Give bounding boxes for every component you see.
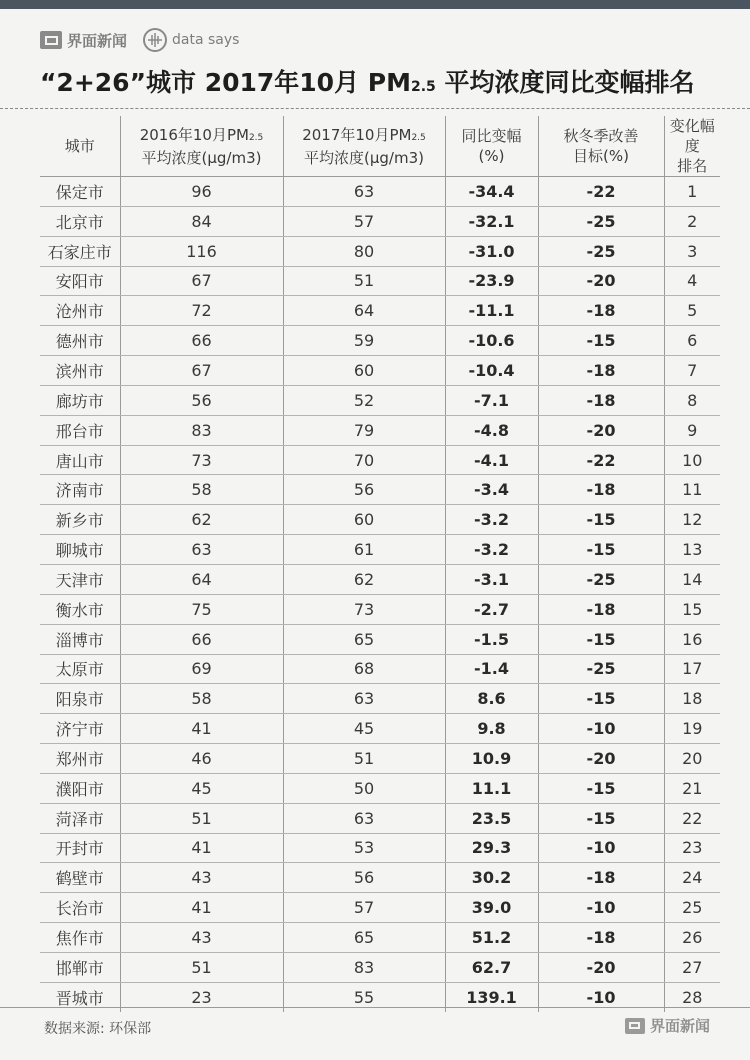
- cell-rank: 13: [664, 535, 720, 565]
- cell-pm2017: 60: [283, 356, 445, 386]
- cell-pm2017: 56: [283, 863, 445, 893]
- table-row: [40, 863, 720, 893]
- cell-pm2016: 72: [120, 296, 283, 326]
- footer-divider: [0, 1007, 750, 1008]
- cell-city: 聊城市: [40, 535, 120, 565]
- cell-pm2016: 64: [120, 564, 283, 594]
- cell-rank: 23: [664, 833, 720, 863]
- table-row: [40, 266, 720, 296]
- cell-rank: 9: [664, 415, 720, 445]
- header-pm2017: 2017年10月PM2.5 平均浓度(μg/m3): [283, 116, 445, 177]
- cell-change: -10.4: [445, 356, 538, 386]
- cell-city: 鹤壁市: [40, 863, 120, 893]
- cell-target: -20: [538, 266, 664, 296]
- cell-change: -3.2: [445, 505, 538, 535]
- cell-pm2016: 62: [120, 505, 283, 535]
- cell-pm2016: 23: [120, 982, 283, 1012]
- cell-pm2017: 57: [283, 893, 445, 923]
- cell-city: 濮阳市: [40, 773, 120, 803]
- cell-pm2016: 41: [120, 893, 283, 923]
- cell-target: -22: [538, 445, 664, 475]
- cell-pm2017: 55: [283, 982, 445, 1012]
- cell-target: -15: [538, 803, 664, 833]
- cell-city: 长治市: [40, 893, 120, 923]
- cell-target: -20: [538, 744, 664, 774]
- cell-pm2017: 79: [283, 415, 445, 445]
- cell-rank: 24: [664, 863, 720, 893]
- top-bar: [0, 0, 750, 9]
- cell-city: 济南市: [40, 475, 120, 505]
- cell-target: -15: [538, 624, 664, 654]
- table-row: [40, 206, 720, 236]
- cell-rank: 5: [664, 296, 720, 326]
- title-tail: 平均浓度同比变幅排名: [444, 68, 695, 97]
- cell-change: -34.4: [445, 177, 538, 207]
- table-row: [40, 684, 720, 714]
- cell-target: -25: [538, 564, 664, 594]
- cell-change: -3.1: [445, 564, 538, 594]
- title-divider: [0, 108, 750, 109]
- cell-pm2017: 57: [283, 206, 445, 236]
- cell-rank: 14: [664, 564, 720, 594]
- table-row: [40, 952, 720, 982]
- cell-change: 139.1: [445, 982, 538, 1012]
- table-row: [40, 505, 720, 535]
- cell-rank: 21: [664, 773, 720, 803]
- cell-pm2017: 64: [283, 296, 445, 326]
- cell-target: -25: [538, 236, 664, 266]
- cell-rank: 3: [664, 236, 720, 266]
- cell-change: 51.2: [445, 923, 538, 953]
- cell-target: -25: [538, 206, 664, 236]
- table-row: [40, 177, 720, 207]
- cell-pm2016: 56: [120, 385, 283, 415]
- cell-target: -15: [538, 684, 664, 714]
- cell-pm2017: 51: [283, 744, 445, 774]
- cell-rank: 11: [664, 475, 720, 505]
- table-row: [40, 744, 720, 774]
- cell-pm2017: 50: [283, 773, 445, 803]
- cell-pm2017: 51: [283, 266, 445, 296]
- cell-change: -11.1: [445, 296, 538, 326]
- cell-city: 衡水市: [40, 594, 120, 624]
- cell-city: 邢台市: [40, 415, 120, 445]
- cell-target: -18: [538, 356, 664, 386]
- cell-pm2016: 58: [120, 475, 283, 505]
- cell-pm2016: 83: [120, 415, 283, 445]
- cell-rank: 12: [664, 505, 720, 535]
- cell-target: -18: [538, 296, 664, 326]
- cell-city: 晋城市: [40, 982, 120, 1012]
- cell-rank: 25: [664, 893, 720, 923]
- cell-pm2016: 67: [120, 266, 283, 296]
- cell-pm2017: 61: [283, 535, 445, 565]
- cell-target: -18: [538, 385, 664, 415]
- cell-pm2017: 62: [283, 564, 445, 594]
- cell-city: 沧州市: [40, 296, 120, 326]
- cell-change: 11.1: [445, 773, 538, 803]
- cell-pm2016: 63: [120, 535, 283, 565]
- cell-pm2016: 96: [120, 177, 283, 207]
- cell-pm2017: 60: [283, 505, 445, 535]
- header-brand: [40, 27, 239, 53]
- table-row: [40, 714, 720, 744]
- page-title: [40, 63, 720, 99]
- cell-change: 29.3: [445, 833, 538, 863]
- cell-rank: 15: [664, 594, 720, 624]
- cell-change: 39.0: [445, 893, 538, 923]
- cell-target: -25: [538, 654, 664, 684]
- cell-pm2017: 63: [283, 803, 445, 833]
- table-row: [40, 326, 720, 356]
- data-source: 数据来源: 环保部: [44, 1021, 152, 1037]
- cell-target: -10: [538, 982, 664, 1012]
- cell-rank: 17: [664, 654, 720, 684]
- table-row: [40, 803, 720, 833]
- table-row: [40, 415, 720, 445]
- table-row: [40, 385, 720, 415]
- cell-change: 9.8: [445, 714, 538, 744]
- cell-rank: 16: [664, 624, 720, 654]
- cell-target: -20: [538, 415, 664, 445]
- table-row: [40, 833, 720, 863]
- cell-pm2016: 51: [120, 952, 283, 982]
- cell-pm2017: 59: [283, 326, 445, 356]
- title-main: “2+26”城市 2017年10月 PM: [40, 68, 411, 97]
- cell-pm2016: 84: [120, 206, 283, 236]
- cell-change: -3.2: [445, 535, 538, 565]
- cell-city: 天津市: [40, 564, 120, 594]
- cell-pm2017: 45: [283, 714, 445, 744]
- cell-change: 62.7: [445, 952, 538, 982]
- table-row: [40, 893, 720, 923]
- cell-pm2017: 70: [283, 445, 445, 475]
- cell-city: 石家庄市: [40, 236, 120, 266]
- table-row: [40, 445, 720, 475]
- title-subscript: 2.5: [410, 79, 436, 95]
- table-row: [40, 236, 720, 266]
- cell-change: 30.2: [445, 863, 538, 893]
- cell-pm2017: 73: [283, 594, 445, 624]
- cell-city: 新乡市: [40, 505, 120, 535]
- cell-city: 保定市: [40, 177, 120, 207]
- cell-rank: 28: [664, 982, 720, 1012]
- cell-pm2017: 80: [283, 236, 445, 266]
- table-row: [40, 654, 720, 684]
- cell-target: -10: [538, 833, 664, 863]
- cell-rank: 20: [664, 744, 720, 774]
- cell-pm2017: 68: [283, 654, 445, 684]
- cell-pm2016: 66: [120, 326, 283, 356]
- cell-pm2016: 75: [120, 594, 283, 624]
- table-row: [40, 624, 720, 654]
- cell-change: -4.8: [445, 415, 538, 445]
- cell-city: 德州市: [40, 326, 120, 356]
- cell-change: -31.0: [445, 236, 538, 266]
- cell-target: -10: [538, 714, 664, 744]
- cell-pm2017: 65: [283, 624, 445, 654]
- data-says-logo-icon: [143, 28, 167, 52]
- cell-rank: 19: [664, 714, 720, 744]
- header-change: 同比变幅 (%): [445, 116, 538, 177]
- table-row: [40, 475, 720, 505]
- cell-rank: 7: [664, 356, 720, 386]
- cell-pm2016: 41: [120, 833, 283, 863]
- cell-pm2017: 65: [283, 923, 445, 953]
- cell-city: 济宁市: [40, 714, 120, 744]
- footer-brand: [625, 1015, 710, 1036]
- cell-pm2016: 46: [120, 744, 283, 774]
- cell-rank: 2: [664, 206, 720, 236]
- cell-pm2016: 45: [120, 773, 283, 803]
- cell-city: 安阳市: [40, 266, 120, 296]
- cell-pm2017: 52: [283, 385, 445, 415]
- cell-city: 太原市: [40, 654, 120, 684]
- cell-rank: 18: [664, 684, 720, 714]
- cell-rank: 1: [664, 177, 720, 207]
- cell-pm2016: 67: [120, 356, 283, 386]
- cell-pm2017: 63: [283, 684, 445, 714]
- cell-pm2016: 66: [120, 624, 283, 654]
- cell-pm2016: 43: [120, 923, 283, 953]
- cell-change: -3.4: [445, 475, 538, 505]
- cell-city: 唐山市: [40, 445, 120, 475]
- cell-pm2016: 43: [120, 863, 283, 893]
- jiemian-logo-icon: [40, 31, 62, 49]
- cell-rank: 6: [664, 326, 720, 356]
- cell-target: -15: [538, 326, 664, 356]
- cell-change: 23.5: [445, 803, 538, 833]
- cell-pm2017: 83: [283, 952, 445, 982]
- cell-pm2017: 63: [283, 177, 445, 207]
- cell-city: 菏泽市: [40, 803, 120, 833]
- cell-target: -10: [538, 893, 664, 923]
- cell-rank: 27: [664, 952, 720, 982]
- cell-target: -18: [538, 863, 664, 893]
- cell-pm2016: 41: [120, 714, 283, 744]
- cell-pm2016: 73: [120, 445, 283, 475]
- cell-change: -7.1: [445, 385, 538, 415]
- cell-change: 10.9: [445, 744, 538, 774]
- cell-change: -1.4: [445, 654, 538, 684]
- table-body: [40, 177, 720, 1013]
- cell-pm2016: 69: [120, 654, 283, 684]
- table-header-row: [40, 116, 720, 177]
- header-rank: 变化幅度 排名: [664, 116, 720, 177]
- header-pm2016: 2016年10月PM2.5 平均浓度(μg/m3): [120, 116, 283, 177]
- cell-rank: 4: [664, 266, 720, 296]
- cell-pm2017: 53: [283, 833, 445, 863]
- cell-change: -2.7: [445, 594, 538, 624]
- cell-city: 焦作市: [40, 923, 120, 953]
- cell-rank: 26: [664, 923, 720, 953]
- cell-city: 郑州市: [40, 744, 120, 774]
- cell-rank: 22: [664, 803, 720, 833]
- cell-target: -15: [538, 773, 664, 803]
- cell-city: 阳泉市: [40, 684, 120, 714]
- cell-change: -1.5: [445, 624, 538, 654]
- cell-pm2017: 56: [283, 475, 445, 505]
- cell-city: 北京市: [40, 206, 120, 236]
- cell-change: -4.1: [445, 445, 538, 475]
- table-row: [40, 923, 720, 953]
- cell-city: 开封市: [40, 833, 120, 863]
- table-row: [40, 535, 720, 565]
- cell-target: -18: [538, 923, 664, 953]
- cell-target: -22: [538, 177, 664, 207]
- ranking-table: [40, 116, 720, 1012]
- brand-name: 界面新闻: [67, 31, 128, 50]
- cell-change: -10.6: [445, 326, 538, 356]
- table-row: [40, 356, 720, 386]
- cell-target: -18: [538, 594, 664, 624]
- header-target: 秋冬季改善 目标(%): [538, 116, 664, 177]
- table-row: [40, 296, 720, 326]
- cell-change: -23.9: [445, 266, 538, 296]
- partner-name: data says: [172, 32, 240, 48]
- cell-rank: 8: [664, 385, 720, 415]
- cell-city: 廊坊市: [40, 385, 120, 415]
- table-row: [40, 564, 720, 594]
- cell-rank: 10: [664, 445, 720, 475]
- cell-city: 淄博市: [40, 624, 120, 654]
- jiemian-logo-icon: [625, 1018, 645, 1034]
- cell-pm2016: 116: [120, 236, 283, 266]
- cell-target: -15: [538, 535, 664, 565]
- table-row: [40, 594, 720, 624]
- footer-brand-name: 界面新闻: [649, 1017, 710, 1035]
- cell-target: -15: [538, 505, 664, 535]
- cell-target: -20: [538, 952, 664, 982]
- cell-pm2016: 58: [120, 684, 283, 714]
- cell-target: -18: [538, 475, 664, 505]
- cell-pm2016: 51: [120, 803, 283, 833]
- cell-change: 8.6: [445, 684, 538, 714]
- cell-change: -32.1: [445, 206, 538, 236]
- cell-city: 邯郸市: [40, 952, 120, 982]
- header-city: 城市: [40, 116, 120, 177]
- table-row: [40, 773, 720, 803]
- cell-city: 滨州市: [40, 356, 120, 386]
